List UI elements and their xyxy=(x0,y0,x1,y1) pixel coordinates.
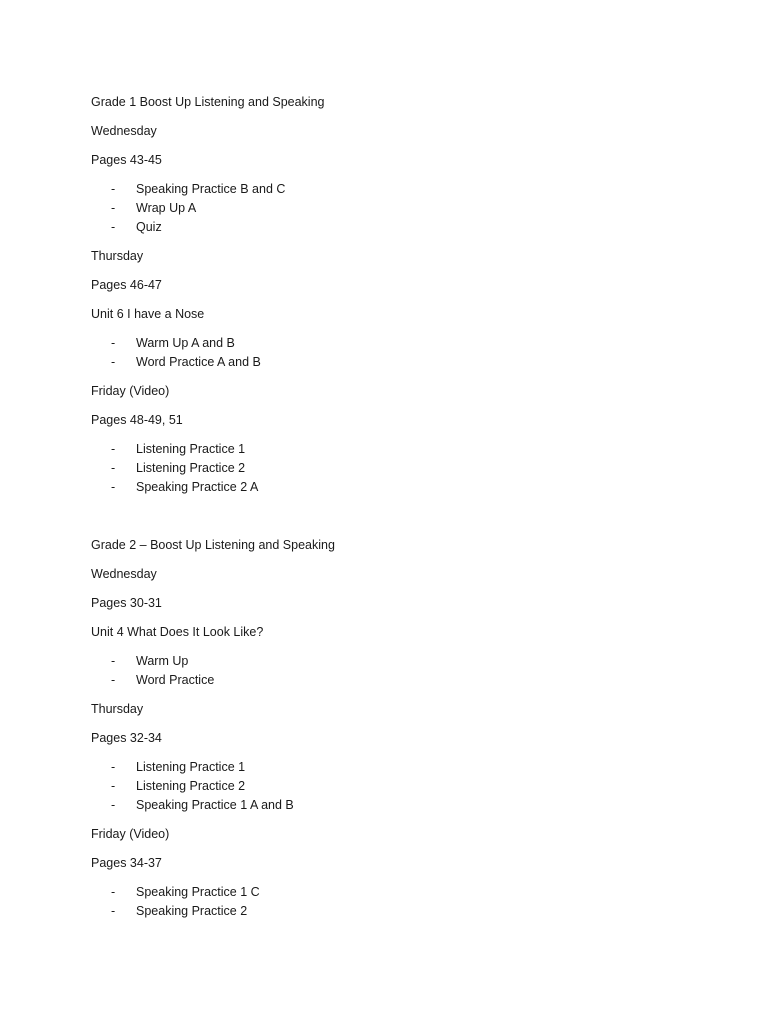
pages-line: Pages 46-47 xyxy=(91,278,162,292)
unit-line: Unit 6 I have a Nose xyxy=(91,307,205,321)
bullet-dash: - xyxy=(111,779,116,793)
bullet-dash: - xyxy=(111,798,116,812)
list-item-text: Word Practice xyxy=(136,673,215,687)
bullet-dash: - xyxy=(111,480,116,494)
bullet-dash: - xyxy=(111,201,116,215)
pages-line: Pages 48-49, 51 xyxy=(91,413,183,427)
bullet-dash: - xyxy=(111,355,116,369)
bullet-dash: - xyxy=(111,336,116,350)
bullet-dash: - xyxy=(111,673,116,687)
day-heading: Thursday xyxy=(91,249,144,263)
list-item-text: Quiz xyxy=(136,220,162,234)
list-item-text: Speaking Practice 2 xyxy=(136,904,248,918)
list-item-text: Warm Up xyxy=(136,654,189,668)
bullet-dash: - xyxy=(111,904,116,918)
list-item-text: Speaking Practice 2 A xyxy=(136,480,259,494)
day-heading: Friday (Video) xyxy=(91,827,170,841)
list-item-text: Speaking Practice B and C xyxy=(136,182,286,196)
list-item-text: Listening Practice 2 xyxy=(136,779,246,793)
day-heading: Wednesday xyxy=(91,567,157,581)
pages-line: Pages 43-45 xyxy=(91,153,162,167)
list-item-text: Listening Practice 2 xyxy=(136,461,246,475)
list-item-text: Wrap Up A xyxy=(136,201,197,215)
list-item-text: Speaking Practice 1 C xyxy=(136,885,260,899)
bullet-dash: - xyxy=(111,654,116,668)
list-item-text: Listening Practice 1 xyxy=(136,442,246,456)
bullet-dash: - xyxy=(111,760,116,774)
list-item-text: Warm Up A and B xyxy=(136,336,235,350)
pages-line: Pages 32-34 xyxy=(91,731,162,745)
pages-line: Pages 34-37 xyxy=(91,856,162,870)
section-title-grade-2: Grade 2 – Boost Up Listening and Speaking xyxy=(91,538,335,552)
bullet-dash: - xyxy=(111,182,116,196)
bullet-dash: - xyxy=(111,885,116,899)
list-item-text: Word Practice A and B xyxy=(136,355,261,369)
unit-line: Unit 4 What Does It Look Like? xyxy=(91,625,264,639)
list-item-text: Listening Practice 1 xyxy=(136,760,246,774)
bullet-dash: - xyxy=(111,442,116,456)
day-heading: Thursday xyxy=(91,702,144,716)
bullet-dash: - xyxy=(111,220,116,234)
day-heading: Wednesday xyxy=(91,124,157,138)
list-item-text: Speaking Practice 1 A and B xyxy=(136,798,294,812)
section-title-grade-1: Grade 1 Boost Up Listening and Speaking xyxy=(91,95,325,109)
pages-line: Pages 30-31 xyxy=(91,596,162,610)
bullet-dash: - xyxy=(111,461,116,475)
day-heading: Friday (Video) xyxy=(91,384,170,398)
